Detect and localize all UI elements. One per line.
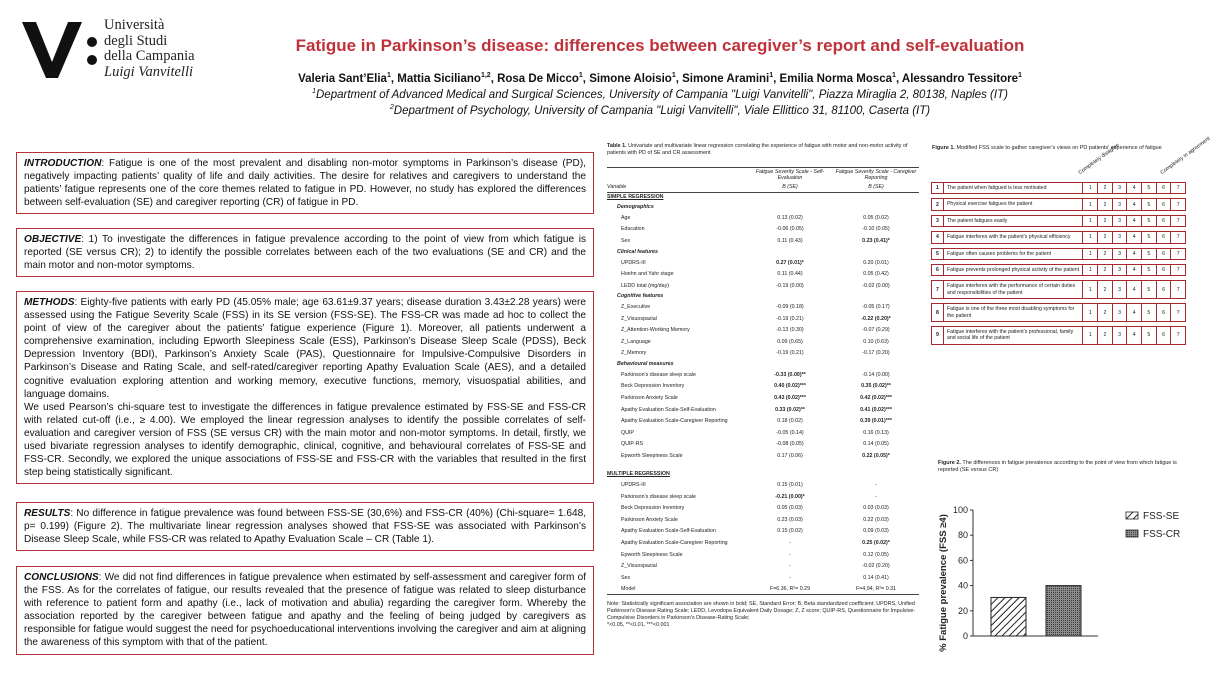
poster-title: Fatigue in Parkinson’s disease: differences between caregiver’s report and self-evaluation	[295, 36, 1025, 55]
scale-point: 1	[1083, 281, 1098, 299]
variable-cell: Parkinson’s disease sleep scale	[621, 371, 696, 378]
table-row	[607, 313, 919, 325]
methods-text-2: We used Pearson’s chi-square test to investigate the differences in fatigue prevalence estimated by FSS-SE and FSS-CR with related cut-off (i.e., ≥ 4.00). We employed the linear regression analyses to identify the possible correlates of self-evaluation and caregiver version of FSS (SE versus CR) with the main motor and non-motor symptoms. In detail, firstly, we used bivariate regression analyses to identify demographic, clinical, cognitive, and behavioural correlates of FSS-SE and FSS-CR. Secondly, we explored the unique associations of FSS-SE and FSS-CR with the variables that resulted in the first step being statistically significant.	[24, 401, 586, 479]
cr-value-cell: -0.05 (0.17)	[862, 304, 890, 311]
item-number: 6	[932, 265, 944, 276]
cr-value-cell: -	[875, 493, 877, 500]
table-header-row	[607, 167, 919, 183]
scale-point: 6	[1156, 215, 1171, 226]
anchor-label-disagree: Completely disagree	[1077, 142, 1121, 176]
fss-item-row	[932, 248, 1186, 259]
scale-point: 6	[1156, 248, 1171, 259]
variable-cell: Apathy Evaluation Scale-Self-Evaluation	[621, 406, 716, 413]
cr-value-cell: -0.02 (0.00)	[862, 282, 890, 289]
scale-point: 5	[1142, 265, 1157, 276]
scale-point: 1	[1083, 265, 1098, 276]
table-row	[607, 583, 919, 595]
table-row	[607, 503, 919, 515]
variable-cell: UPDRS-III	[621, 259, 646, 266]
cr-value-cell: -0.02 (0.20)	[862, 563, 890, 570]
bar-fss-cr	[1046, 586, 1081, 636]
fss-item-row	[932, 232, 1186, 243]
variable-cell: Apathy Evaluation Scale-Self-Evaluation	[621, 528, 716, 535]
se-value-cell: 0.40 (0.02)***	[774, 383, 806, 390]
cr-value-cell: -0.14 (0.00)	[862, 371, 890, 378]
table-group-heading	[607, 202, 919, 212]
scale-point: 3	[1112, 215, 1127, 226]
se-value-cell: 0.23 (0.03)	[777, 516, 803, 523]
scale-point: 5	[1142, 304, 1157, 322]
university-name	[104, 18, 195, 80]
fss-item-row	[932, 199, 1186, 210]
scale-point: 7	[1171, 281, 1186, 299]
cr-value-cell: 0.25 (0.02)*	[862, 539, 890, 546]
y-tick-label: 0	[962, 631, 968, 641]
y-tick-label: 80	[957, 530, 968, 541]
variable-cell: Age	[621, 214, 631, 221]
variable-cell: Z_Language	[621, 338, 651, 345]
se-value-cell: 0.33 (0.02)**	[775, 406, 805, 413]
methods-box	[16, 291, 594, 484]
scale-point: 5	[1142, 232, 1157, 243]
table-row	[607, 514, 919, 526]
scale-point: 5	[1142, 281, 1157, 299]
prevalence-bar-chart	[933, 478, 1193, 658]
methods-heading: METHODS	[24, 297, 75, 308]
scale-point: 3	[1112, 232, 1127, 243]
se-value-cell: -	[789, 563, 791, 570]
se-value-cell: -0.21 (0.00)*	[775, 493, 805, 500]
scale-point: 6	[1156, 199, 1171, 210]
introduction-text: : Fatigue is one of the most prevalent and disabling non-motor symptoms in Parkinson’s disease (PD), negatively impacting patients’ quality of life and daily activities. The desire for relatives and caregivers to understand the patients’ fatigue represents one of the core themes related to fatigue in PD. However, no study has explored the differences between self-evaluation (SE) and caregiver reporting (CR) of fatigue in PD.	[24, 158, 586, 209]
table-row	[607, 427, 919, 439]
author: Mattia Siciliano$^{1,2}$	[397, 72, 491, 85]
author-list: Valeria Sant’Elia$^1$, Mattia Siciliano$^{1,2}$, Rosa De Micco$^1$, Simone Aloisio$^1$, Simone Aramini$^1$, Emilia Norma Mosca$^1$, Alessandro Tessitore$^1$	[298, 72, 1022, 85]
item-number: 2	[932, 199, 944, 210]
se-value-cell: 0.17 (0.06)	[777, 452, 803, 459]
column-unit-cr: B (SE)	[833, 183, 919, 192]
scale-point: 1	[1083, 183, 1098, 194]
variable-cell: UPDRS-III	[621, 482, 646, 489]
scale-point: 5	[1142, 215, 1157, 226]
column-header-cr: Fatigue Severity Scale - Caregiver Reporting	[833, 167, 919, 183]
table-1-note-significance: *<0.05, **<0.01, ***<0.001	[607, 622, 670, 629]
table-1-note-text: Note: Statistically significant association are shown in bold; SE, Standard Error; B, Beta standardized coefficient; UPDRS, Unified Parkinson’s Disease Rating Scale; LEDD, Levodopa Equivalent Daily Dosage; Z, Z score; QUIP-RS, Questionnaire for Impulsive-Compulsive Disorders in Parkinson’s Disease-Rating Scale;	[607, 601, 916, 622]
cr-value-cell: -0.10 (0.05)	[862, 226, 890, 233]
item-text: Fatigue interferes with the patient’s professional, family and social life of the patient	[943, 327, 1083, 345]
table-row	[607, 526, 919, 538]
multiple-regression-rows	[607, 479, 919, 594]
cr-value-cell: 0.14 (0.41)	[863, 574, 889, 581]
variable-cell: Z_Executive	[621, 304, 651, 311]
cr-value-cell: -	[875, 482, 877, 489]
fss-item-row	[932, 327, 1186, 345]
table-row	[607, 450, 919, 462]
variable-cell: Z_Visuospazial	[621, 563, 657, 570]
se-value-cell: -0.33 (0.00)**	[774, 371, 806, 378]
se-value-cell: 0.18 (0.02)	[777, 418, 803, 425]
table-row	[607, 392, 919, 404]
cr-value-cell: -0.17 (0.20)	[862, 350, 890, 357]
table-group-heading	[607, 359, 919, 369]
variable-cell: Sex	[621, 237, 631, 244]
table-row	[607, 381, 919, 393]
affiliation-1: $^1$Department of Advanced Medical and Surgical Sciences, University of Campania "Luigi Vanvitelli", Piazza Miraglia 2, 80138, Naples (IT)	[312, 88, 1008, 101]
results-text: : No difference in fatigue prevalence was found between FSS-SE (30,6%) and FSS-CR (40%) (Chi-square= 1.648, p= 0.199) (Figure 2). The multivariate linear regression analyses showed that FSS-SE was associated with Parkinson’s Disease Sleep Scale, while FSS-CR was related to Apathy Evaluation Scale – CR (Table 1).	[24, 508, 586, 546]
scale-point: 2	[1098, 183, 1113, 194]
table-1-caption: Table 1. Univariate and multivariate linear regression correlating the experience of fatigue with motor and non-motor activity of patients with PD of SE and CR assessment	[607, 143, 908, 156]
se-value-cell: -0.08 (0.05)	[776, 441, 804, 448]
scale-point: 4	[1127, 281, 1142, 299]
table-row	[607, 572, 919, 584]
university-line-3: della Campania	[104, 48, 195, 64]
author: Alessandro Tessitore$^1$	[901, 72, 1022, 85]
fss-item-row	[932, 281, 1186, 299]
table-row	[607, 537, 919, 549]
scale-point: 3	[1112, 265, 1127, 276]
scale-point: 7	[1171, 304, 1186, 322]
table-row	[607, 479, 919, 491]
item-text: Fatigue often causes problems for the patient	[943, 248, 1083, 259]
scale-point: 2	[1098, 265, 1113, 276]
author: Valeria Sant’Elia$^1$	[298, 72, 391, 85]
scale-point: 1	[1083, 215, 1098, 226]
table-row	[607, 301, 919, 313]
author: Rosa De Micco$^1$	[497, 72, 583, 85]
group-label: Demographics	[617, 204, 654, 211]
table-row	[607, 438, 919, 450]
table-row	[607, 336, 919, 348]
item-number: 9	[932, 327, 944, 345]
variable-cell: Model	[607, 583, 747, 595]
variable-cell: Z_Attention-Working Memory	[621, 327, 690, 334]
scale-point: 3	[1112, 327, 1127, 345]
cr-value-cell: 0.12 (0.05)	[863, 551, 889, 558]
se-value-cell: -	[789, 539, 791, 546]
results-heading: RESULTS	[24, 508, 71, 519]
variable-cell: Apathy Evaluation Scale-Caregiver Reporting	[621, 418, 728, 425]
scale-point: 6	[1156, 232, 1171, 243]
scale-point: 4	[1127, 215, 1142, 226]
group-label: Cognitive features	[617, 293, 664, 300]
figure-2-caption: Figure 2. The differences in fatigue prevalence according to the point of view from which fatigue is reported (SE versus CR)	[938, 460, 1177, 473]
table-row	[607, 549, 919, 561]
scale-point: 1	[1083, 232, 1098, 243]
cr-value-cell: 0.14 (0.05)	[863, 441, 889, 448]
table-subheader-row	[607, 183, 919, 192]
bar-fss-se	[991, 597, 1026, 636]
scale-point: 4	[1127, 199, 1142, 210]
scale-point: 7	[1171, 248, 1186, 259]
scale-point: 5	[1142, 183, 1157, 194]
fss-item-row	[932, 183, 1186, 194]
se-value-cell: 0.11 (0.43)	[777, 237, 803, 244]
scale-point: 1	[1083, 327, 1098, 345]
scale-point: 3	[1112, 248, 1127, 259]
conclusions-text: : We did not find differences in fatigue prevalence when estimated by self-assessment and caregiver form of the FSS. As for the correlates of fatigue, our results revealed that the presence of fatigue was related to sleep disturbance with reference to patient form and apathy (i.e., lack of motivation and abulia) regarding the caregiver form. Whereby the association reported by the caregiver between fatigue and apathy and the feeling of being judged by caregivers as responsible for fatigue would suggest the need for psychoeducational interventions involving the caregiver and aim at aligning the awareness of this symptom with that of the patient.	[24, 572, 586, 649]
university-logo-mark	[22, 22, 100, 78]
cr-value-cell: 0.05 (0.02)	[863, 214, 889, 221]
results-box	[16, 502, 594, 551]
scale-point: 5	[1142, 199, 1157, 210]
table-1-note	[607, 601, 919, 629]
item-number: 4	[932, 232, 944, 243]
cr-value-cell: 0.22 (0.03)	[863, 516, 889, 523]
legend-swatch	[1126, 530, 1138, 537]
introduction-box	[16, 152, 594, 214]
cr-value-cell: 0.22 (0.05)*	[862, 452, 890, 459]
university-line-4: Luigi Vanvitelli	[104, 63, 194, 80]
cr-value-cell: F=4,94, R²= 0.31	[833, 583, 919, 595]
table-row	[607, 404, 919, 416]
se-value-cell: 0.09 (0.65)	[777, 338, 803, 345]
group-label: Behavioural measures	[617, 361, 674, 368]
scale-point: 2	[1098, 232, 1113, 243]
affiliation-2: $^2$Department of Psychology, University of Campania "Luigi Vanvitelli", Viale Ellittico 31, 81100, Caserta (IT)	[389, 104, 931, 117]
variable-cell: Parkinson’s disease sleep scale	[621, 493, 696, 500]
scale-point: 2	[1098, 199, 1113, 210]
university-line-1: Università	[104, 17, 165, 33]
cr-value-cell: 0.16 (0.13)	[863, 429, 889, 436]
author: Simone Aramini$^1$	[682, 72, 774, 85]
item-text: The patient fatigues easily	[943, 215, 1083, 226]
item-text: Fatigue is one of the three most disabling symptoms for the patient	[943, 304, 1083, 322]
variable-cell: LEDD total (mg/day)	[621, 282, 669, 289]
scale-point: 6	[1156, 304, 1171, 322]
y-tick-label: 40	[957, 580, 968, 591]
se-value-cell: 0.27 (0.01)*	[776, 259, 804, 266]
scale-point: 7	[1171, 199, 1186, 210]
scale-point: 6	[1156, 327, 1171, 345]
scale-point: 3	[1112, 304, 1127, 322]
variable-cell: Apathy Evaluation Scale-Caregiver Reporting	[621, 539, 728, 546]
item-number: 1	[932, 183, 944, 194]
scale-point: 4	[1127, 304, 1142, 322]
se-value-cell: F=6.36, R²= 0.29	[747, 583, 833, 595]
scale-point: 4	[1127, 327, 1142, 345]
item-number: 8	[932, 304, 944, 322]
table-row	[607, 268, 919, 280]
variable-cell: Parkinson Anxiety Scale	[621, 516, 678, 523]
legend-swatch	[1126, 512, 1138, 519]
fss-item-row	[932, 215, 1186, 226]
table-group-heading	[607, 247, 919, 257]
cr-value-cell: -0.22 (0.20)*	[861, 315, 891, 322]
objective-box	[16, 228, 594, 277]
se-value-cell: -0.19 (0.21)	[776, 315, 804, 322]
figure-2-chart	[933, 478, 1193, 658]
item-text: Physical exercise fatigues the patient	[943, 199, 1083, 210]
cr-value-cell: 0.41 (0.02)***	[860, 406, 892, 413]
cr-value-cell: 0.39 (0.01)***	[860, 418, 892, 425]
scale-point: 1	[1083, 304, 1098, 322]
table-row	[607, 235, 919, 247]
item-text: Fatigue interferes with the patient’s physical efficiency	[943, 232, 1083, 243]
scale-point: 5	[1142, 327, 1157, 345]
simple-regression-rows	[607, 202, 919, 461]
variable-cell: Sex	[621, 574, 631, 581]
variable-cell: Education	[621, 226, 645, 233]
variable-cell: QUIP-RS	[621, 441, 644, 448]
introduction-heading: INTRODUCTION	[24, 158, 102, 169]
se-value-cell: -	[789, 574, 791, 581]
se-value-cell: 0.43 (0.02)***	[774, 394, 806, 401]
cr-value-cell: 0,09 (0.03)	[863, 528, 889, 535]
item-number: 5	[932, 248, 944, 259]
scale-point: 3	[1112, 281, 1127, 299]
fss-item-row	[932, 265, 1186, 276]
table-row	[607, 491, 919, 503]
se-value-cell: -	[789, 551, 791, 558]
variable-cell: Epworth Sleepiness Scale	[621, 452, 683, 459]
se-value-cell: 0.15 (0.01)	[777, 482, 803, 489]
cr-value-cell: 0.42 (0.02)***	[860, 394, 892, 401]
legend-label: FSS-SE	[1143, 511, 1180, 522]
table-row	[607, 560, 919, 572]
cr-value-cell: 0.03 (0.03)	[863, 505, 889, 512]
author: Simone Aloisio$^1$	[589, 72, 676, 85]
se-value-cell: 0.13 (0.02)	[777, 214, 803, 221]
scale-point: 4	[1127, 265, 1142, 276]
table-row	[607, 212, 919, 224]
university-logo	[22, 18, 212, 84]
variable-cell: QUIP	[621, 429, 634, 436]
se-value-cell: 0.05 (0.03)	[777, 505, 803, 512]
cr-value-cell: 0.35 (0.02)**	[861, 383, 891, 390]
objective-heading: OBJECTIVE	[24, 234, 82, 245]
table-1	[607, 143, 919, 629]
scale-point: 7	[1171, 265, 1186, 276]
multiple-regression-heading: MULTIPLE REGRESSION	[607, 471, 670, 478]
variable-cell: Z_Visuospazial	[621, 315, 657, 322]
scale-point: 3	[1112, 183, 1127, 194]
se-value-cell: -0.09 (0.18)	[776, 304, 804, 311]
y-tick-label: 100	[952, 505, 968, 515]
scale-point: 2	[1098, 248, 1113, 259]
cr-value-cell: -0.07 (0.29)	[862, 327, 890, 334]
scale-point: 4	[1127, 183, 1142, 194]
scale-point: 5	[1142, 248, 1157, 259]
regression-table	[607, 167, 919, 596]
scale-point: 2	[1098, 304, 1113, 322]
university-line-2: degli Studi	[104, 32, 168, 49]
se-value-cell: -0.19 (0.00)	[776, 282, 804, 289]
author: Emilia Norma Mosca$^1$	[779, 72, 896, 85]
scale-point: 2	[1098, 281, 1113, 299]
simple-regression-heading: SIMPLE REGRESSION	[607, 194, 664, 201]
scale-point: 1	[1083, 199, 1098, 210]
se-value-cell: -0.13 (0.30)	[776, 327, 804, 334]
objective-text: : 1) To investigate the differences in fatigue prevalence according to the point of view from which fatigue is reported (SE versus CR); 2) to identify the possible correlates between each of the two evaluations (SE and CR) and the main motor and non-motor symptoms.	[24, 234, 586, 272]
conclusions-box	[16, 566, 594, 655]
fss-item-row	[932, 304, 1186, 322]
scale-point: 6	[1156, 281, 1171, 299]
table-row	[607, 348, 919, 360]
variable-cell: Parkinson Anxiety Scale	[621, 394, 678, 401]
figure-1-caption: Figure 1. Modified FSS scale to gather caregiver’s views on PD patients’ experience of fatigue	[932, 145, 1162, 151]
se-value-cell: -0.19 (0.21)	[776, 350, 804, 357]
anchor-label-agreement: Completely in agreement	[1159, 135, 1212, 176]
methods-text: : Eighty-five patients with early PD (45.05% male; age 63.61±9.37 years; disease duration 3.43±2.28 years) were assessed using the Fatigue Severity Scale (FSS) in its SE version (FSS-SE). The FSS-CR was made ad hoc to collect the point of view of the caregiver about the patients’ fatigue experience (Figure 1). Moreover, all patients underwent a comprehensive examination, including Epworth Sleepiness Scale (ESS), Parkinson’s Disease Sleep Scale (PDSS), Beck Depression Inventory (BDI), Parkinson’s Anxiety Scale (PAS), Questionnaire for Impulsive-Compulsive Disorders in Parkinson’s Disease and Rating Scale, and self-rated/caregiver reporting Apathy Evaluation Scale (AES), and a detailed cognitive evaluation exploring attention and working memory, executive functions, memory, visuospatial abilities, and language domains.	[24, 297, 586, 400]
item-number: 7	[932, 281, 944, 299]
variable-cell: Beck Depression Inventory	[621, 505, 685, 512]
se-value-cell: -0.06 (0.05)	[776, 226, 804, 233]
table-row	[607, 257, 919, 269]
column-header-variable: Variable	[607, 183, 747, 192]
scale-point: 1	[1083, 248, 1098, 259]
scale-point: 7	[1171, 215, 1186, 226]
variable-cell: Z_Memory	[621, 350, 647, 357]
table-row	[607, 369, 919, 381]
column-unit-se: B (SE)	[747, 183, 833, 192]
item-text: Fatigue prevents prolonged physical activity of the patient	[943, 265, 1083, 276]
cr-value-cell: 0.05 (0.42)	[863, 271, 889, 278]
table-group-heading	[607, 291, 919, 301]
conclusions-heading: CONCLUSIONS	[24, 572, 99, 583]
fss-cr-items-table	[931, 182, 1186, 345]
scale-point: 7	[1171, 232, 1186, 243]
scale-point: 7	[1171, 327, 1186, 345]
variable-cell: Beck Depression Inventory	[621, 383, 685, 390]
item-number: 3	[932, 215, 944, 226]
scale-point: 7	[1171, 183, 1186, 194]
scale-point: 4	[1127, 232, 1142, 243]
y-tick-label: 60	[957, 555, 968, 566]
column-header-se: Fatigue Severity Scale - Self-Evaluation	[747, 167, 833, 183]
table-row	[607, 280, 919, 292]
group-label: Clinical features	[617, 248, 658, 255]
table-row	[607, 324, 919, 336]
item-text: The patient when fatigued is less motivated	[943, 183, 1083, 194]
y-axis-label: % Fatigue prevalence (FSS ≥4)	[938, 514, 949, 652]
cr-value-cell: 0.20 (0.01)	[863, 259, 889, 266]
variable-cell: Hoehn and Yahr stage	[621, 271, 674, 278]
item-text: Fatigue interferes with the performance of certain duties and responsibilities of the patient	[943, 281, 1083, 299]
se-value-cell: 0.11 (0.44)	[777, 271, 803, 278]
legend-label: FSS-CR	[1143, 529, 1181, 540]
variable-cell: Epworth Sleepiness Scale	[621, 551, 683, 558]
scale-point: 4	[1127, 248, 1142, 259]
se-value-cell: -0.05 (0.14)	[776, 429, 804, 436]
se-value-cell: 0.15 (0.02)	[777, 528, 803, 535]
scale-point: 6	[1156, 265, 1171, 276]
table-row	[607, 224, 919, 236]
cr-value-cell: 0.10 (0.63)	[863, 338, 889, 345]
scale-point: 3	[1112, 199, 1127, 210]
scale-point: 2	[1098, 327, 1113, 345]
scale-point: 6	[1156, 183, 1171, 194]
table-row	[607, 415, 919, 427]
y-tick-label: 20	[957, 605, 968, 616]
scale-point: 2	[1098, 215, 1113, 226]
cr-value-cell: 0.23 (0.41)*	[862, 237, 890, 244]
